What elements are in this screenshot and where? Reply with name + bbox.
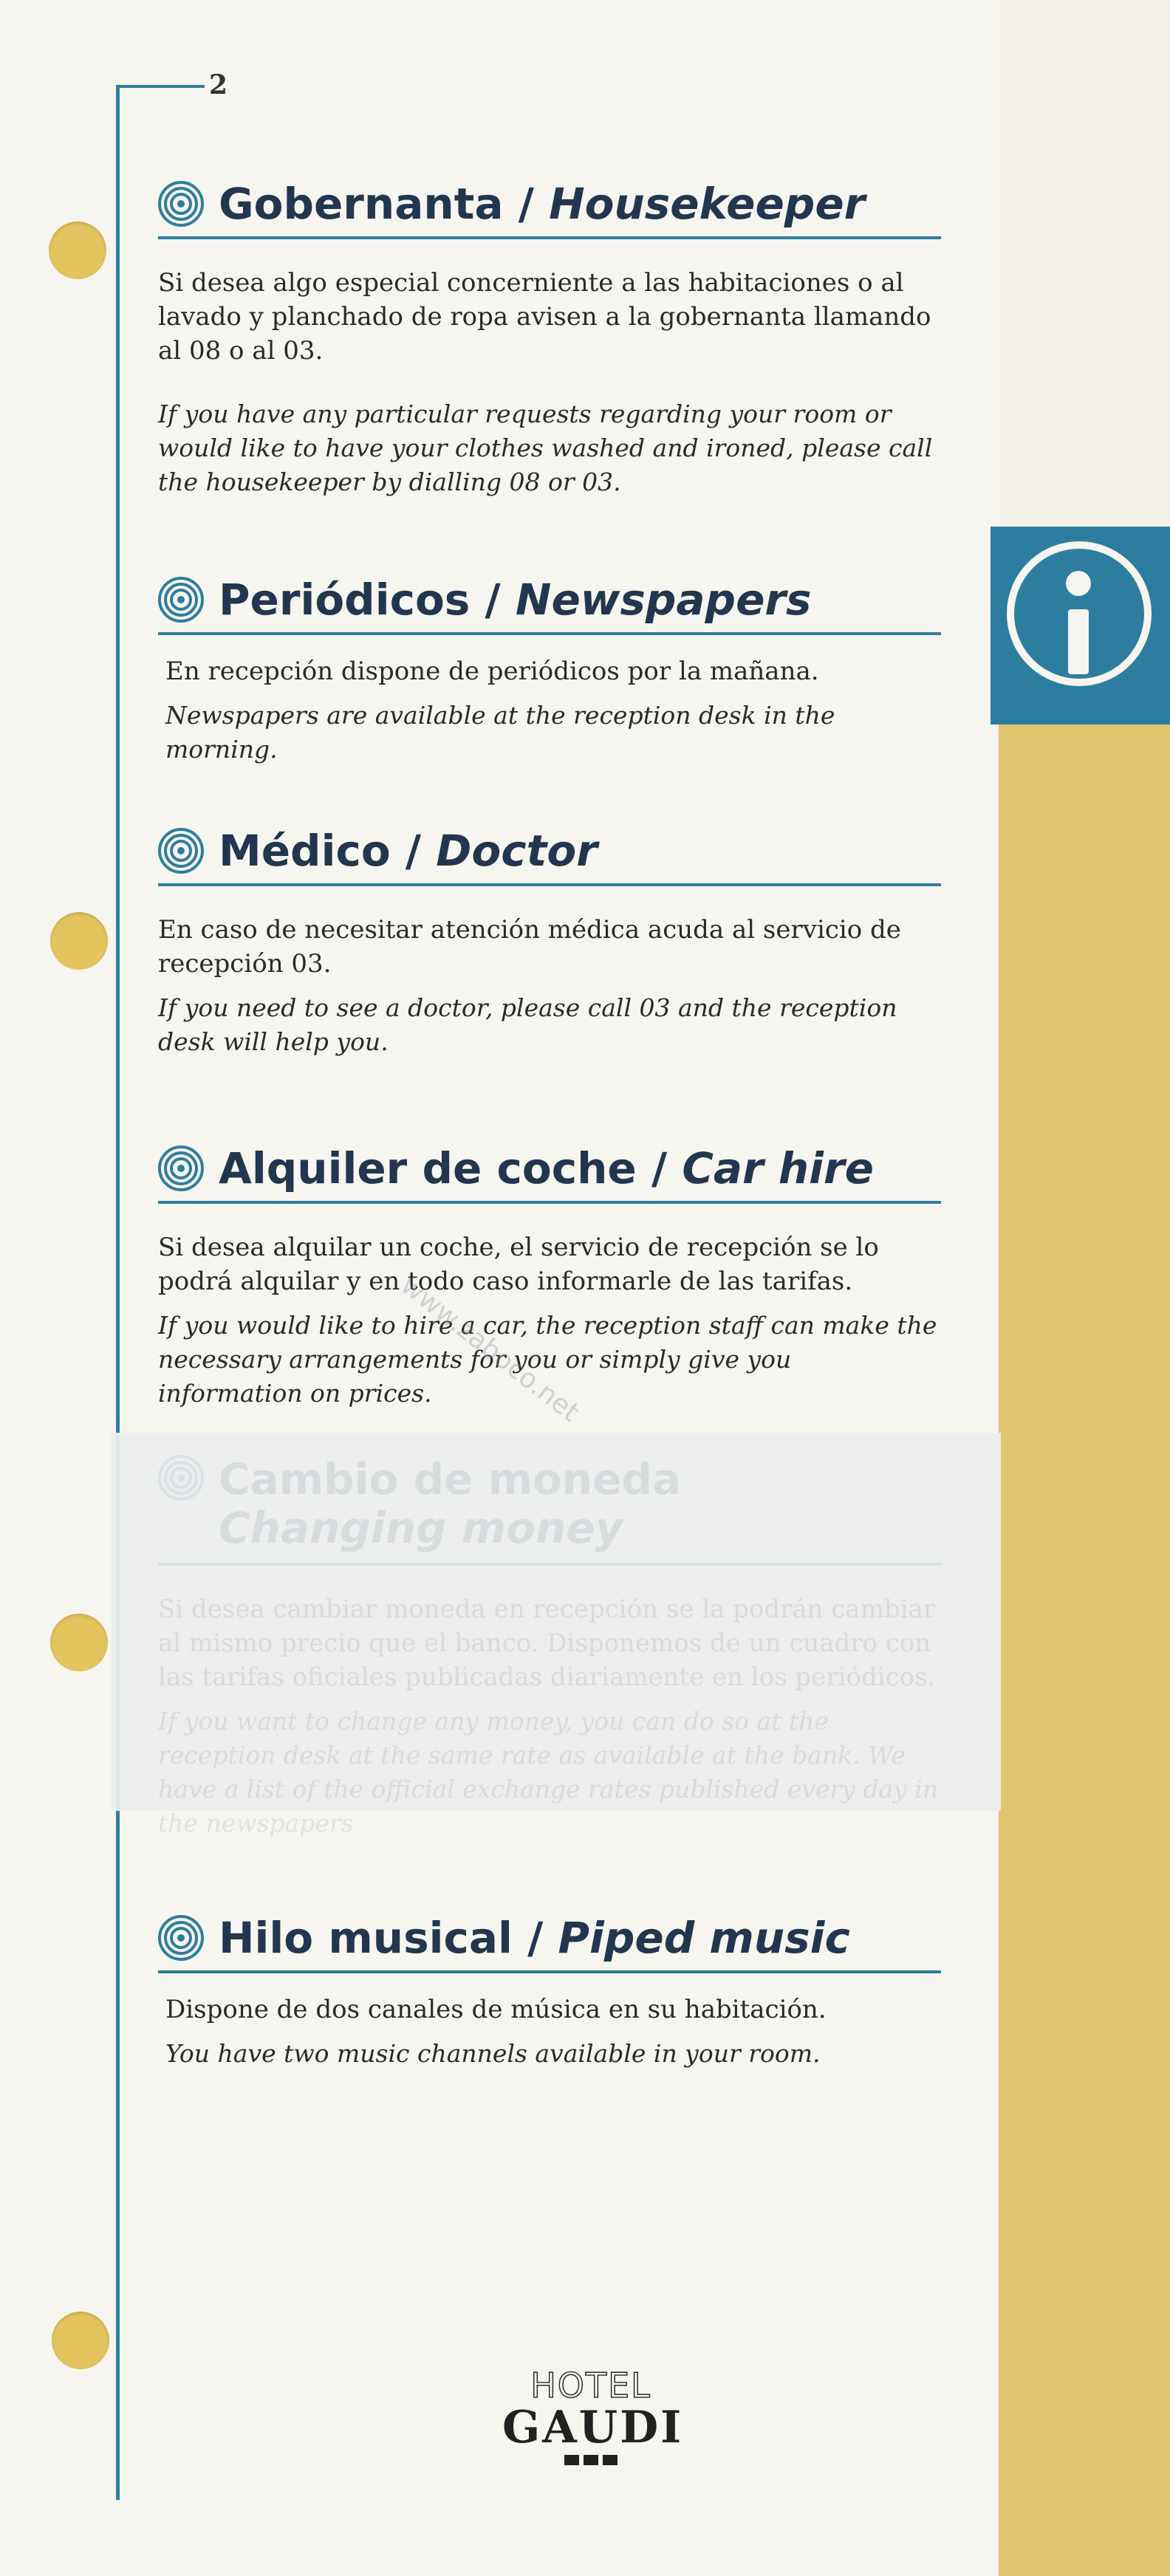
info-tab[interactable] bbox=[991, 527, 1170, 724]
text-es: Si desea alquilar un coche, el servicio de recepción se lo podrá alquilar y en todo caso informarle de las tarifas. bbox=[158, 1233, 879, 1296]
binder-hole bbox=[50, 1614, 108, 1671]
section-heading bbox=[158, 575, 941, 635]
text-es: En caso de necesitar atención médica acuda al servicio de recepción 03. bbox=[158, 915, 901, 979]
binder-hole bbox=[50, 912, 108, 970]
spiral-icon bbox=[158, 1915, 204, 1961]
text-en: Newspapers are available at the reception desk in the morning. bbox=[165, 701, 835, 764]
heading-es: Hilo musical / bbox=[219, 1913, 544, 1963]
logo-hotel-text: HOTEL bbox=[530, 2366, 651, 2405]
text-es: Si desea algo especial concerniente a las habitaciones o al lavado y planchado de ropa avisen a la gobernanta llamando al 08 o al 03. bbox=[158, 268, 931, 366]
heading-en: Housekeeper bbox=[549, 179, 866, 229]
info-icon-dot bbox=[1066, 571, 1091, 596]
watermark: www.zaboco.net bbox=[394, 1270, 585, 1428]
heading-en: Car hire bbox=[682, 1143, 874, 1193]
spiral-icon bbox=[158, 1455, 204, 1501]
heading-es: Alquiler de coche / bbox=[219, 1143, 668, 1193]
text-es: Si desea cambiar moneda en recepción se la podrán cambiar al mismo precio que el banco. Disponemos de un cuadro con las tarifas oficiales publicadas diariamente en los periódicos. bbox=[158, 1594, 936, 1692]
binder-hole bbox=[52, 2312, 109, 2369]
text-en: If you want to change any money, you can do so at the reception desk at the same rate as available at the bank. We have a list of the official exchange rates published every day in the newspapers bbox=[158, 1707, 939, 1837]
section-piped-music bbox=[158, 1913, 941, 2071]
logo-star-marks bbox=[502, 2455, 680, 2465]
heading-en: Piped music bbox=[558, 1913, 850, 1963]
section-car-hire bbox=[158, 1143, 941, 1411]
spiral-icon bbox=[158, 1145, 204, 1191]
text-es: Dispone de dos canales de música en su habitación. bbox=[165, 1995, 827, 2024]
section-heading bbox=[158, 1143, 941, 1204]
section-newspapers bbox=[158, 575, 941, 767]
heading-es: Periódicos / bbox=[219, 575, 501, 625]
text-en: If you need to see a doctor, please call 03 and the reception desk will help you. bbox=[158, 993, 897, 1056]
section-heading bbox=[158, 179, 941, 239]
heading-en: Newspapers bbox=[515, 575, 812, 625]
binder-hole bbox=[49, 222, 106, 279]
heading-en: Changing money bbox=[219, 1503, 623, 1553]
spiral-icon bbox=[158, 577, 204, 623]
heading-es: Médico / bbox=[219, 826, 422, 876]
heading-en: Doctor bbox=[436, 826, 598, 876]
section-changing-money bbox=[158, 1455, 941, 1840]
faded-overlay-panel bbox=[111, 1433, 1001, 1837]
logo-gaudi-text: GAUDI bbox=[502, 2402, 684, 2453]
section-heading bbox=[158, 826, 941, 886]
hotel-logo bbox=[502, 2366, 684, 2465]
heading-es: Cambio de moneda bbox=[219, 1454, 682, 1504]
spiral-icon bbox=[158, 828, 204, 874]
section-housekeeper bbox=[158, 179, 941, 499]
page-number: 2 bbox=[209, 69, 228, 100]
text-en: If you would like to hire a car, the reception staff can make the necessary arrangements for you or simply give you information on prices. bbox=[158, 1311, 937, 1408]
section-heading bbox=[158, 1913, 941, 1973]
vertical-rule bbox=[116, 85, 120, 2500]
section-heading bbox=[158, 1455, 941, 1566]
yellow-tab-panel bbox=[999, 709, 1170, 2576]
heading-es: Gobernanta / bbox=[219, 179, 534, 229]
top-rule bbox=[116, 85, 205, 88]
spiral-icon bbox=[158, 181, 204, 227]
text-en: If you have any particular requests regarding your room or would like to have your clothes washed and ironed, please call the housekeeper by dialling 08 or 03. bbox=[158, 400, 933, 496]
info-icon-stem bbox=[1068, 609, 1089, 674]
text-es: En recepción dispone de periódicos por la mañana. bbox=[165, 657, 819, 686]
text-en: You have two music channels available in your room. bbox=[165, 2039, 821, 2068]
section-doctor bbox=[158, 826, 941, 1059]
